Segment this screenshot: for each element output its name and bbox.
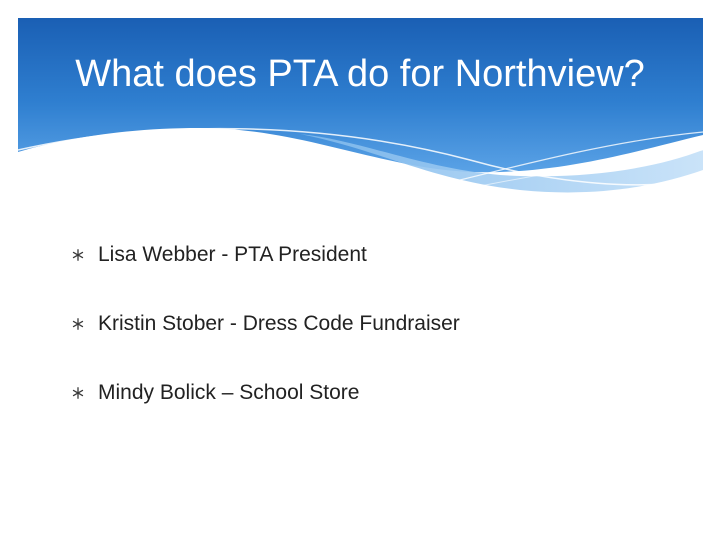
asterisk-bullet-icon (72, 374, 98, 412)
asterisk-bullet-icon (72, 236, 98, 274)
list-item (72, 305, 672, 343)
list-item (72, 374, 672, 412)
bullet-list (72, 236, 672, 443)
bullet-text: Lisa Webber - PTA President (98, 243, 367, 266)
slide-title: What does PTA do for Northview? (75, 53, 645, 95)
header-wave-background (0, 0, 720, 210)
list-item (72, 236, 672, 274)
asterisk-bullet-icon (72, 305, 98, 343)
bullet-text: Mindy Bolick – School Store (98, 381, 360, 404)
bullet-text: Kristin Stober - Dress Code Fundraiser (98, 312, 460, 335)
